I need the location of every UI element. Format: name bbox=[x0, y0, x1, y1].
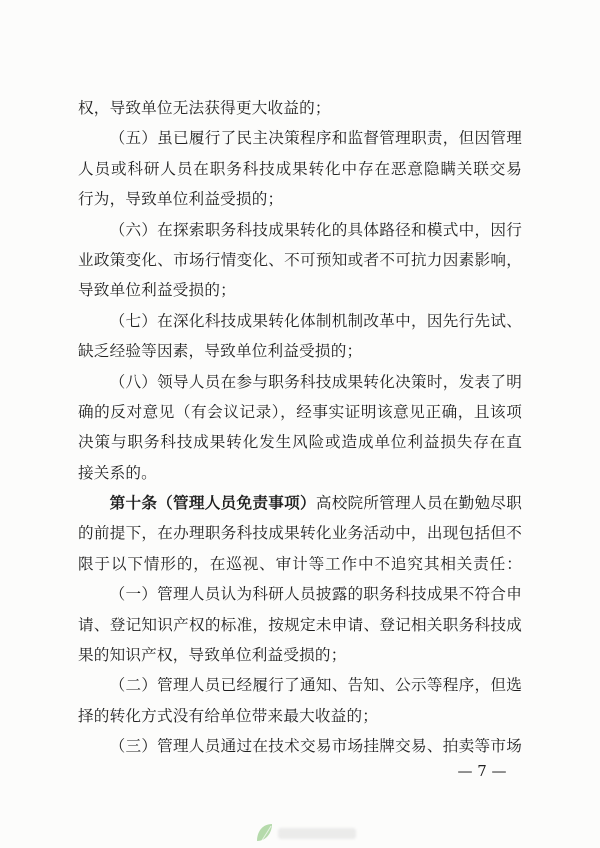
article-10-line bbox=[78, 488, 522, 518]
body-line: 确的反对意见（有会议记录），经事实证明该意见正确，且该项 bbox=[78, 402, 522, 421]
body-line: （八）领导人员在参与职务科技成果转化决策时，发表了明 bbox=[109, 372, 522, 391]
body-line: （七）在深化科技成果转化体制机制改革中，因先行先试、 bbox=[109, 311, 522, 330]
body-line: 请、登记知识产权的标准，按规定未申请、登记相关职务科技成 bbox=[78, 615, 522, 634]
body-line: （一）管理人员认为科研人员披露的职务科技成果不符合申 bbox=[109, 585, 522, 604]
watermark-graphic bbox=[252, 820, 362, 846]
body-line: 行为，导致单位利益受损的； bbox=[78, 190, 284, 209]
body-line: 缺乏经验等因素，导致单位利益受损的； bbox=[78, 342, 363, 361]
body-line: （六）在探索职务科技成果转化的具体路径和模式中，因行 bbox=[109, 220, 522, 239]
leaf-icon bbox=[257, 824, 272, 842]
document-body bbox=[78, 93, 522, 762]
body-line: （三）管理人员通过在技术交易市场挂牌交易、拍卖等市场 bbox=[109, 737, 522, 756]
body-line: （五）虽已履行了民主决策程序和监督管理职责，但因管理 bbox=[109, 129, 522, 148]
body-line: 权，导致单位无法获得更大收益的； bbox=[78, 99, 331, 117]
body-line: 决策与职务科技成果转化发生风险或造成单位利益损失存在直 bbox=[78, 433, 522, 452]
body-line: 导致单位利益受损的； bbox=[78, 281, 236, 300]
body-line: 限于以下情形的，在巡视、审计等工作中不追究其相关责任： bbox=[78, 554, 522, 573]
watermark-logo bbox=[252, 820, 362, 846]
body-line: 果的知识产权，导致单位利益受损的； bbox=[78, 646, 347, 665]
watermark-faded-band bbox=[278, 828, 356, 839]
article-text: 高校院所管理人员在勤勉尽职 bbox=[315, 494, 522, 513]
page-number: — 7 — bbox=[457, 762, 507, 780]
article-heading: 第十条（管理人员免责事项） bbox=[109, 493, 316, 513]
body-line: 业政策变化、市场行情变化、不可预知或者不可抗力因素影响， bbox=[78, 250, 522, 269]
body-line: 择的转化方式没有给单位带来最大收益的； bbox=[78, 706, 379, 725]
body-line: 接关系的。 bbox=[78, 463, 157, 482]
body-line: 人员或科研人员在职务科技成果转化中存在恶意隐瞒关联交易 bbox=[78, 159, 522, 178]
body-line: 的前提下，在办理职务科技成果转化业务活动中，出现包括但不 bbox=[78, 524, 522, 543]
body-line: （二）管理人员已经履行了通知、告知、公示等程序，但选 bbox=[109, 676, 522, 695]
